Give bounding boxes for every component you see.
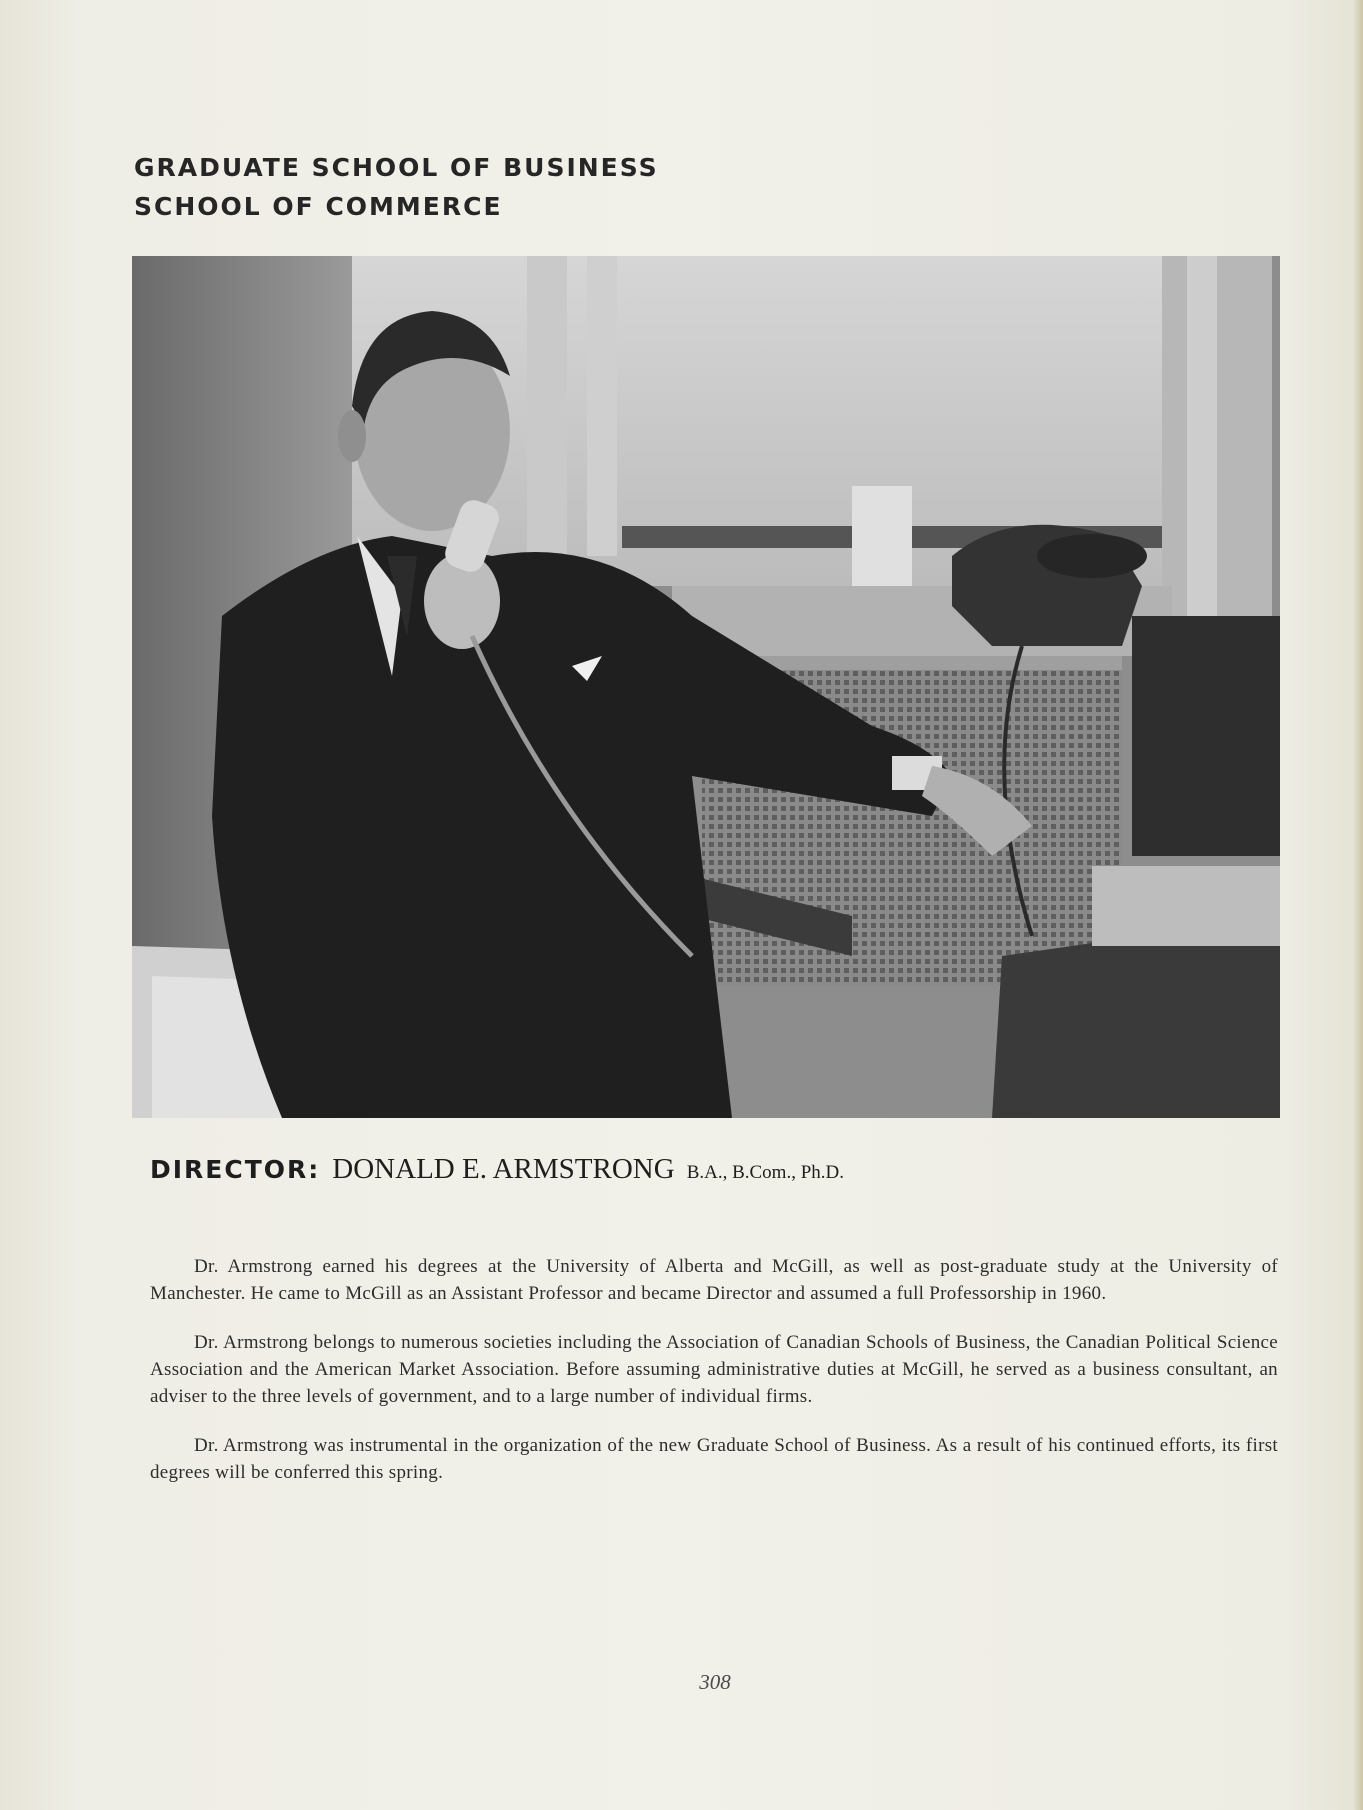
director-caption [150, 1153, 844, 1186]
director-label: DIRECTOR: [150, 1155, 321, 1184]
page-number: 308 [699, 1670, 731, 1694]
biography [150, 1253, 1278, 1508]
heading-line-2: SCHOOL OF COMMERCE [134, 192, 503, 221]
heading-line-1: GRADUATE SCHOOL OF BUSINESS [134, 153, 659, 182]
paragraph-3: Dr. Armstrong was instrumental in the organization of the new Graduate School of Business. As a result of his continued efforts, its first degrees will be conferred this spring. [150, 1435, 1278, 1483]
director-photo [132, 256, 1280, 1118]
page-heading [134, 148, 659, 226]
page-edge [1353, 0, 1363, 1810]
director-name: DONALD E. ARMSTRONG [332, 1153, 675, 1185]
paragraph-1: Dr. Armstrong earned his degrees at the University of Alberta and McGill, as well as post-graduate study at the University of Manchester. He came to McGill as an Assistant Professor and became Director and assumed a full Professorship in 1960. [150, 1256, 1278, 1304]
paragraph-2: Dr. Armstrong belongs to numerous societies including the Association of Canadian Schools of Business, the Canadian Political Science Association and the American Market Association. Before assuming administrative duties at McGill, he served as a business consultant, an adviser to the three levels of government, and to a large number of individual firms. [150, 1332, 1278, 1407]
director-degrees: B.A., B.Com., Ph.D. [686, 1162, 844, 1183]
